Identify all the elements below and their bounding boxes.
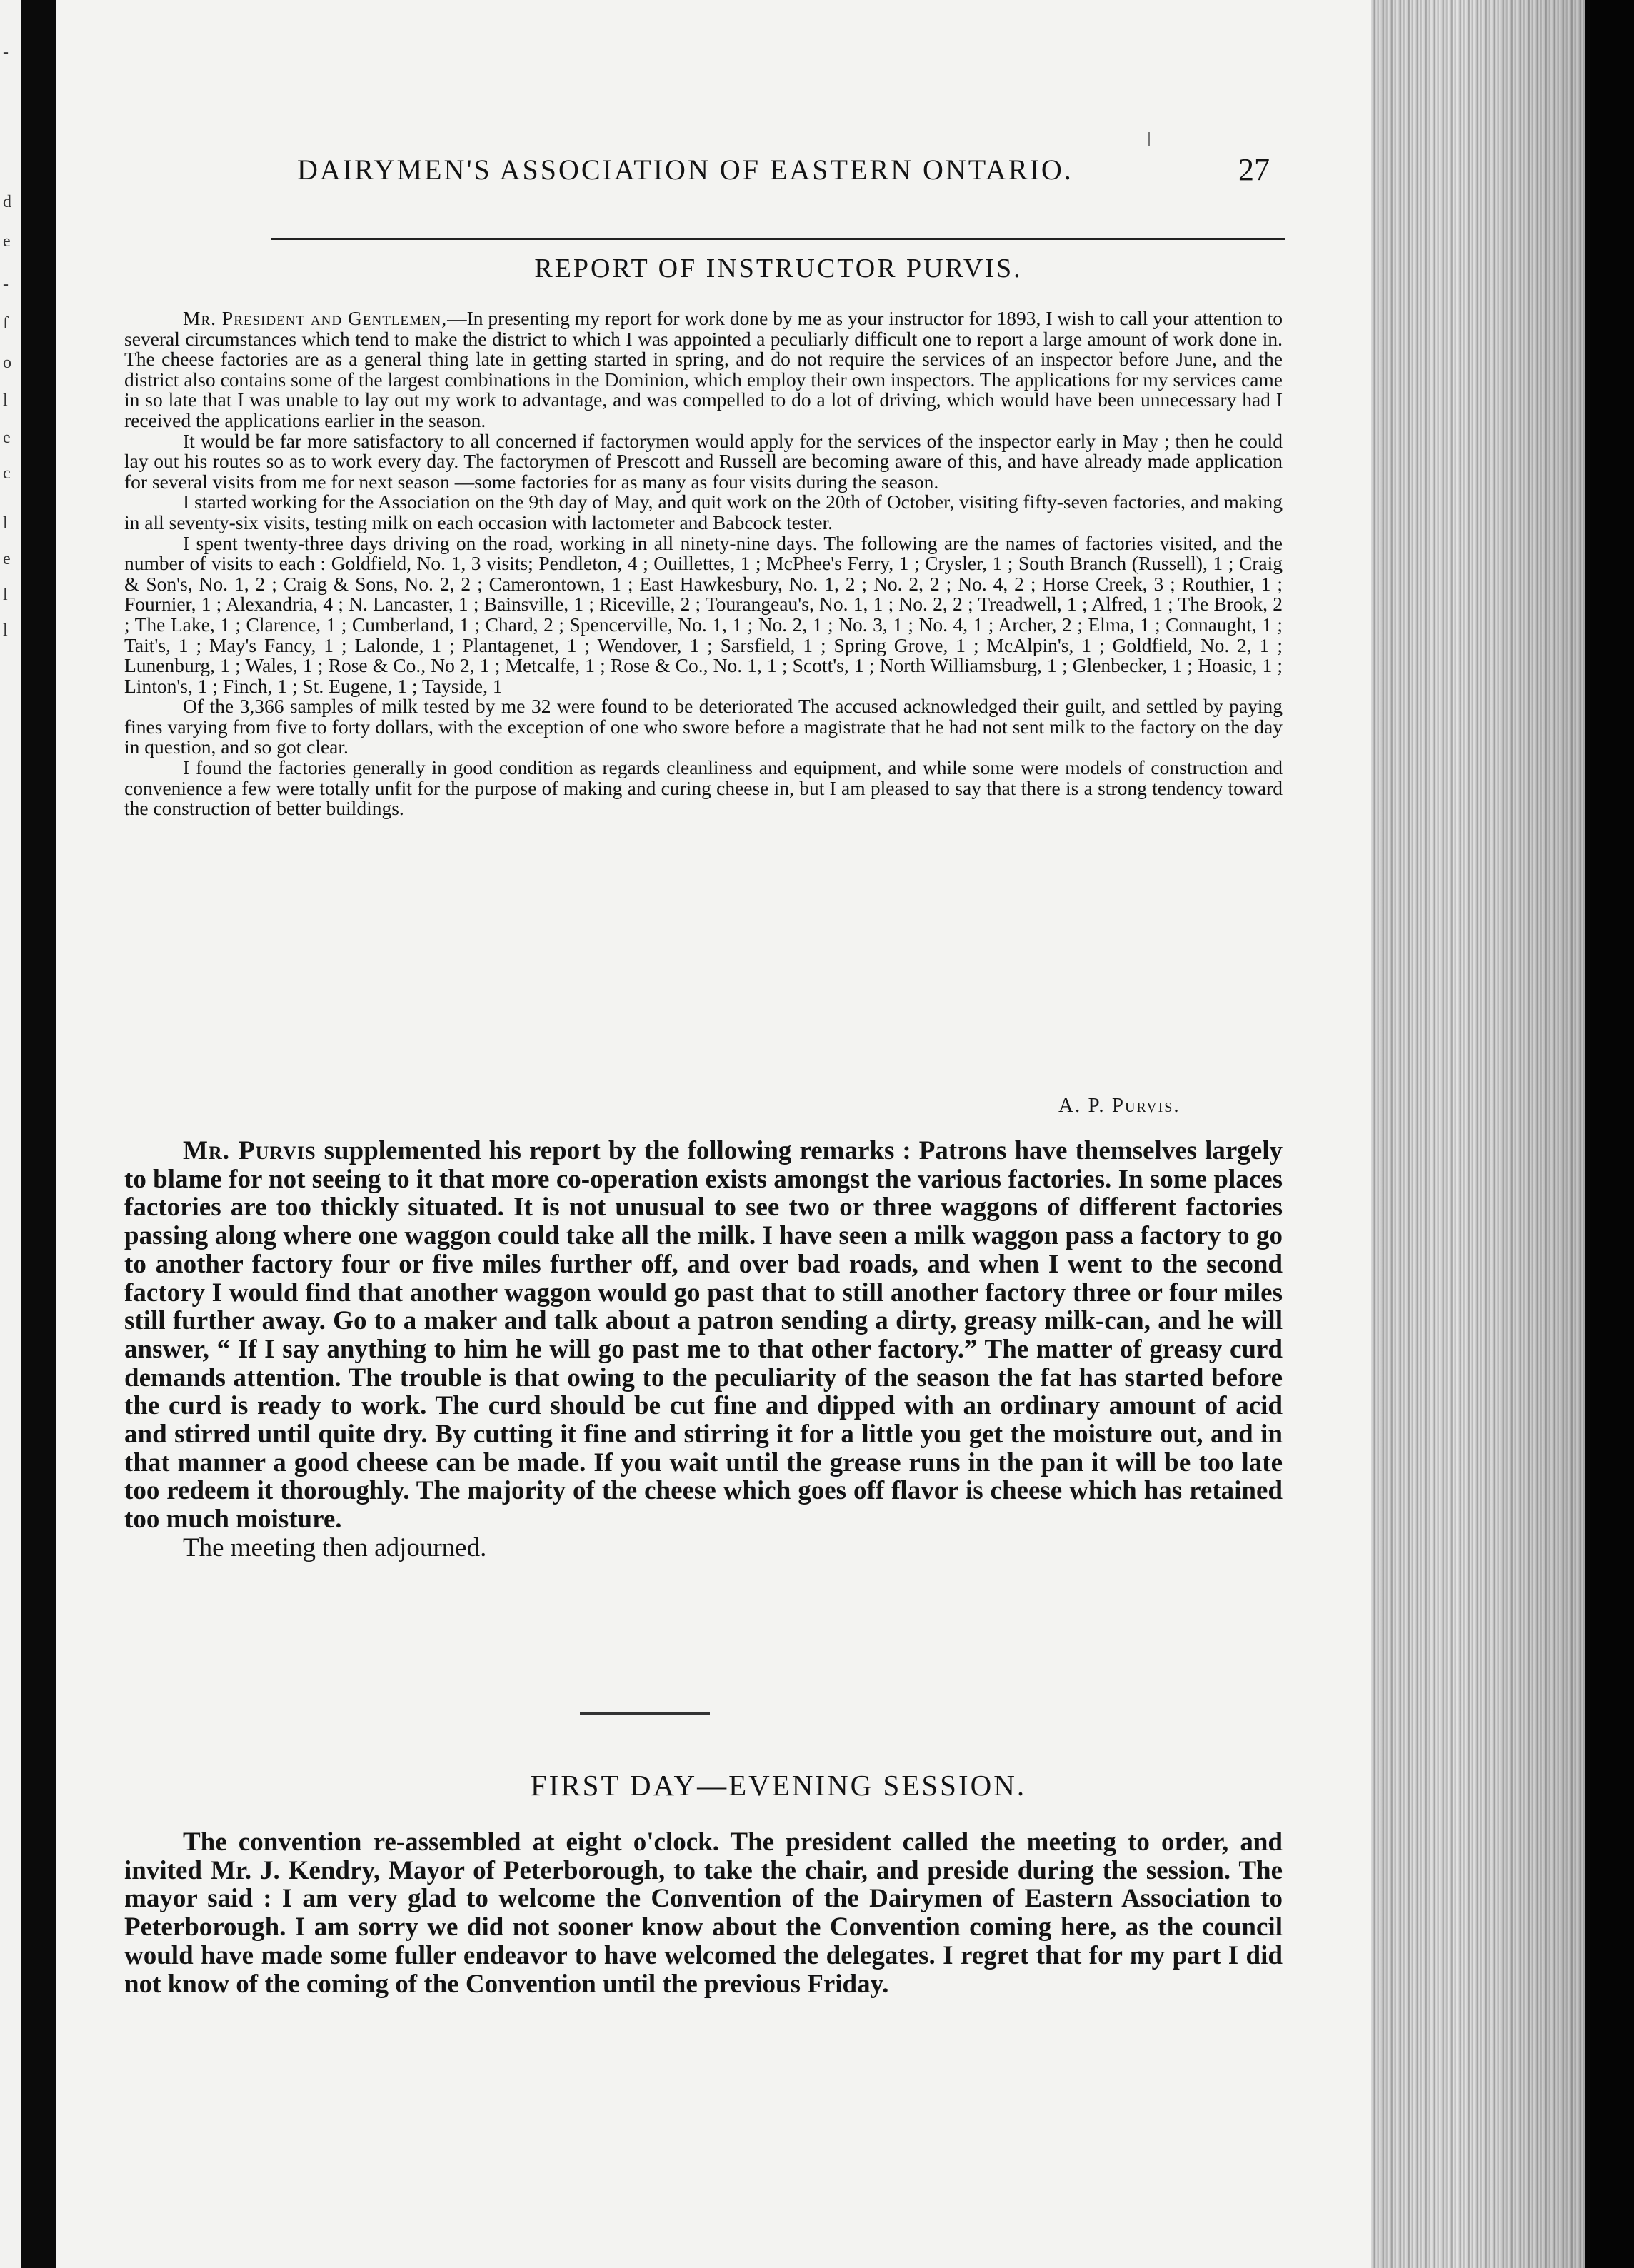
margin-letter: l [3, 514, 8, 533]
margin-letter: c [3, 464, 11, 483]
margin-letter: l [3, 621, 8, 640]
section-divider [580, 1712, 710, 1715]
report-paragraph: I started working for the Association on the 9th day of May, and quit work on the 20th of October, visiting fifty-seven factories, and making in all seventy-six visits, testing milk on each occasion with lactometer and Babcock tester. [124, 491, 1283, 533]
margin-letter: f [3, 314, 9, 333]
report-paragraph: Of the 3,366 samples of milk tested by me 32 were found to be deteriorated The accused acknowledged their guilt, and settled by paying fines varying from five to forty dollars, with the exception of one who swore before a magistrate that he had not sent milk to the factory on the day in question, and so got clear. [124, 695, 1283, 758]
margin-letter: l [3, 586, 8, 604]
report-paragraph: It would be far more satisfactory to all concerned if factorymen would apply for the services of the inspector early in May ; then he could lay out his routes so as to work every day. The factorymen of Prescott and Russell are becoming aware of this, and have already made application for several visits from me for next season —some factories for as many as four visits during the season. [124, 429, 1283, 493]
report-title: REPORT OF INSTRUCTOR PURVIS. [534, 254, 1023, 284]
closing-line: The meeting then adjourned. [183, 1532, 487, 1562]
book-page [56, 0, 1371, 2268]
remarks-lead: Mr. Purvis [183, 1136, 316, 1165]
margin-letter: - [3, 275, 9, 293]
right-scan-border [1585, 0, 1634, 2268]
header-rule [271, 238, 1285, 240]
previous-page-edge [0, 0, 21, 2268]
margin-letter: - [3, 43, 9, 61]
evening-paragraph: The convention re-assembled at eight o'clock. The president called the meeting to order, and invited Mr. J. Kendry, Mayor of Peterborough, to take the chair, and preside during the session. The mayor said : I am very glad to welcome the Convention of the Dairymen of Eastern Association to Peterborough. I am sorry we did not sooner know about the Convention coming here, as the council would have made some fuller endeavor to have welcomed the delegates. I regret that for my part I did not know of the coming of the Convention until the previous Friday. [124, 1827, 1283, 1999]
margin-letter: e [3, 550, 11, 568]
remarks-paragraph [124, 1137, 1283, 1534]
remarks-body [124, 1137, 1283, 1562]
evening-body [124, 1828, 1283, 1998]
running-head: DAIRYMEN'S ASSOCIATION OF EASTERN ONTARIO. [297, 154, 1073, 186]
salutation: Mr. President and Gentlemen, [183, 307, 448, 329]
margin-letter: l [3, 391, 8, 410]
signature: A. P. Purvis. [1058, 1094, 1181, 1117]
book-page-edges [1371, 0, 1585, 2268]
remarks-text: supplemented his report by the following remarks : Patrons have themselves largely to blame for not seeing to it that more co-operation exists amongst the various factories. In some places factories are too thickly situated. It is not unusual to see two or three waggons of different factories passing along where one waggon could take all the milk. I have seen a milk waggon pass a factory to go to another factory four or five miles further off, and over bad roads, and when I went to the second factory I would find that another waggon would go past that to still another factory three or four miles still further away. Go to a maker and talk about a patron sending a dirty, greasy milk-can, and he will answer, “ If I say anything to him he will go past me to that other factory.” The matter of greasy curd demands attention. The trouble is that owing to the peculiarity of the season the fat has started before the curd is ready to work. The curd should be cut fine and dipped with an ordinary amount of acid and stirred until quite dry. By cutting it fine and stirring it for a little you get the moisture out, and in that manner a good cheese can be made. If you wait until the grease runs in the pan it will be too late too redeem it thoroughly. The majority of the cheese which goes off flavor is cheese which has retained too much moisture. [124, 1136, 1283, 1535]
report-paragraph: I spent twenty-three days driving on the road, working in all ninety-nine days. The following are the names of factories visited, and the number of visits to each : Goldfield, No. 1, 3 visits; Pendleton, 4 ; Ouillettes, 1 ; McPhee's Ferry, 1 ; Crysler, 1 ; South Branch (Russell), 1 ; Craig & Son's, No. 1, 2 ; Craig & Sons, No. 2, 2 ; Camerontown, 1 ; East Hawkesbury, No. 1, 2 ; No. 2, 2 ; No. 4, 2 ; Horse Creek, 3 ; Routhier, 1 ; Fournier, 1 ; Alexandria, 4 ; N. Lancaster, 1 ; Bainsville, 1 ; Riceville, 2 ; Tourangeau's, No. 1, 1 ; No. 2, 2 ; Treadwell, 1 ; Alfred, 1 ; The Brook, 2 ; The Lake, 1 ; Clarence, 1 ; Cumberland, 1 ; Chard, 2 ; Spencerville, No. 1, 1 ; No. 2, 1 ; No. 3, 1 ; No. 4, 1 ; Archer, 2 ; Elma, 1 ; Connaught, 1 ; Tait's, 1 ; May's Fancy, 1 ; Lalonde, 1 ; Plantagenet, 1 ; Wendover, 1 ; Sarsfield, 1 ; Spring Grove, 1 ; McAlpin's, 1 ; Goldfield, No. 2, 1 ; Lunenburg, 1 ; Wales, 1 ; Rose & Co., No 2, 1 ; Metcalfe, 1 ; Rose & Co., No. 1, 1 ; Scott's, 1 ; North Williamsburg, 1 ; Glenbecker, 1 ; Hoasic, 1 ; Linton's, 1 ; Finch, 1 ; St. Eugene, 1 ; Tayside, 1 [124, 531, 1283, 697]
page-number: 27 [1238, 152, 1270, 187]
report-body [124, 308, 1283, 819]
ink-mark [1148, 132, 1150, 146]
report-paragraph: I found the factories generally in good condition as regards cleanliness and equipment, and while some were models of construction and convenience a few were totally unfit for the purpose of making and curing cheese in, but I am pleased to say that there is a strong tendency toward the construction of better buildings. [124, 756, 1283, 820]
report-paragraph-text: —In presenting my report for work done by me as your instructor for 1893, I wish to call your attention to several circumstances which tend to make the district to which I was appointed a peculiarly difficult one to report a large amount of work done in. The cheese factories are as a general thing late in getting started in spring, and do not require the services of an inspector before June, and the district also contains some of the largest combinations in the Dominion, which employ their own inspectors. The applications for my services came in so late that I was unable to lay out my work to advantage, and was compelled to do a lot of driving, which would have been unnecessary had I received the applications earlier in the season. [124, 307, 1283, 431]
report-paragraph [124, 308, 1283, 431]
margin-letter: e [3, 232, 11, 251]
section-heading: FIRST DAY—EVENING SESSION. [530, 1769, 1027, 1802]
margin-letter: d [3, 193, 11, 211]
margin-letter: e [3, 428, 11, 447]
margin-letter: o [3, 353, 11, 372]
